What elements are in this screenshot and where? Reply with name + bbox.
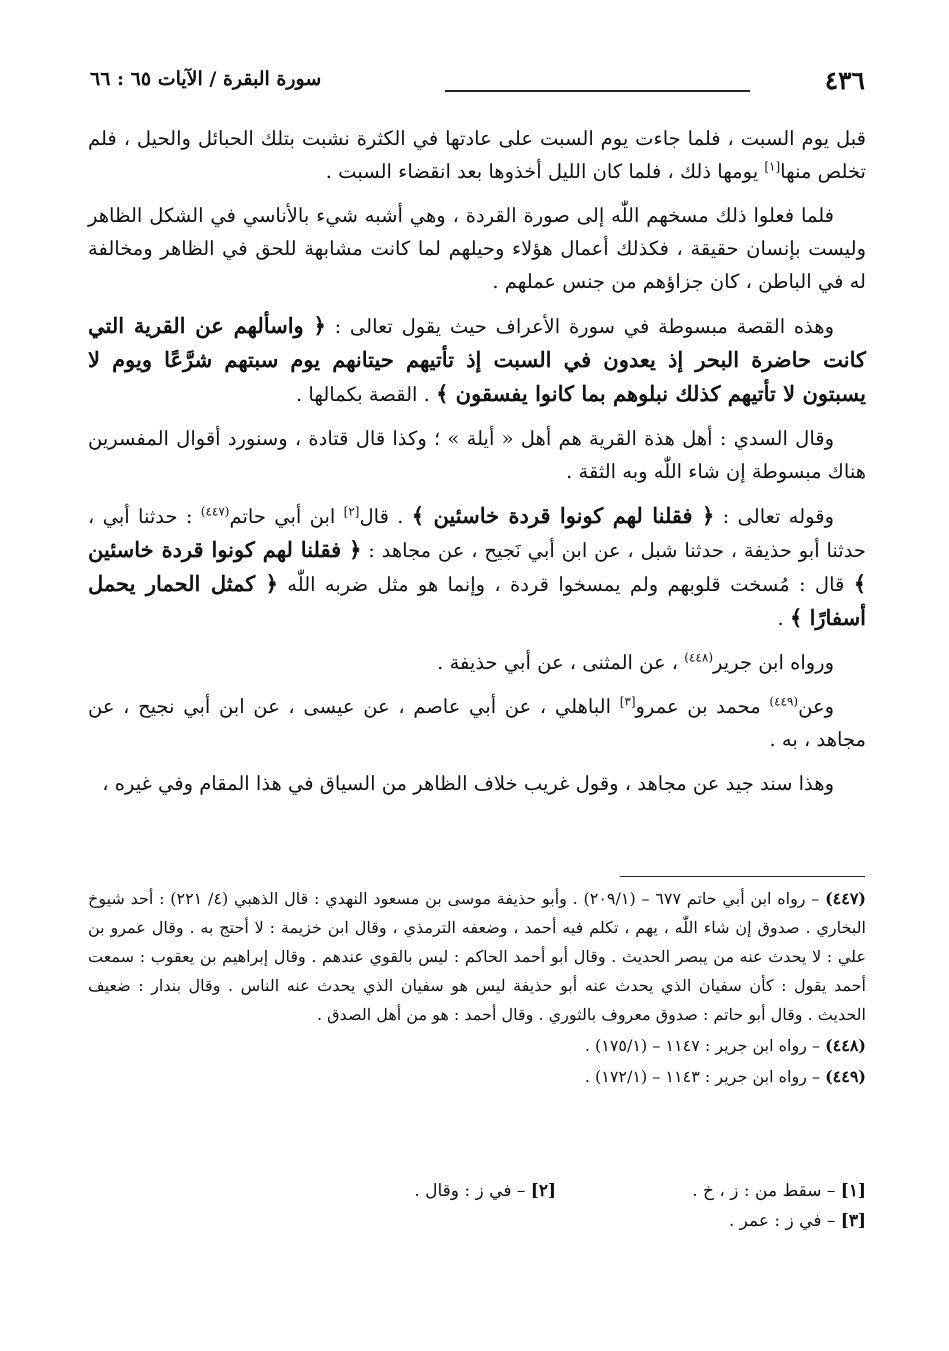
text-run: ورواه ابن جرير — [713, 651, 834, 674]
text-run: يومها ذلك ، فلما كان الليل أخذوها بعد انقضاء السبت . — [325, 160, 765, 183]
text-run: محمد بن عمرو — [635, 695, 770, 718]
footnote — [88, 884, 866, 1029]
note-3 — [516, 1206, 866, 1236]
text-run: وعن — [798, 695, 834, 718]
note-2 — [206, 1176, 556, 1206]
editor-notes — [88, 1176, 866, 1236]
footnotes — [88, 884, 866, 1093]
text-run: . قال — [359, 505, 412, 528]
footnote-number: (٤٤٧) — [825, 889, 866, 908]
text-run: : حدثنا أبي ، حدثنا أبو حذيفة ، حدثنا شبل ، عن ابن أبي نَجيح ، عن مجاهد : — [88, 505, 866, 562]
notes-row — [88, 1176, 866, 1206]
page-number: ٤٣٦ — [824, 66, 865, 95]
main-text — [88, 122, 866, 811]
paragraph — [88, 690, 866, 756]
reference-marker: [٢] — [343, 504, 360, 519]
note-number: [١] — [840, 1181, 866, 1201]
text-run: قبل يوم السبت ، فلما جاءت يوم السبت على عادتها في الكثرة نشبت بتلك الحبائل والحيل ، فلم تخلص منها — [88, 127, 866, 183]
text-run: . — [777, 607, 790, 630]
note-1 — [556, 1176, 866, 1206]
paragraph — [88, 122, 866, 188]
reference-marker: (٤٤٩) — [769, 694, 799, 709]
footnote-separator — [620, 876, 865, 877]
text-run: وهذا سند جيد عن مجاهد ، وقول غريب خلاف الظاهر من السياق في هذا المقام وفي غيره ، — [102, 772, 834, 795]
running-title: سورة البقرة / الآيات ٦٥ : ٦٦ — [90, 68, 322, 90]
quran-quote: ﴿ فقلنا لهم كونوا قردة خاسئين ﴾ — [411, 503, 715, 528]
paragraph — [88, 767, 866, 800]
note-text: – في ز : عمر . — [728, 1211, 841, 1231]
header-rule — [445, 90, 750, 92]
text-run: الباهلي ، عن أبي عاصم ، عن عيسى ، عن ابن أبي نجيح ، عن مجاهد ، به . — [88, 695, 866, 751]
reference-marker: [١] — [764, 159, 781, 174]
paragraph — [88, 199, 866, 298]
text-run: ، عن المثنى ، عن أبي حذيفة . — [437, 651, 685, 674]
quran-quote: ﴿ واسألهم عن القرية التي كانت حاضرة البحر إذ يعدون في السبت إذ تأتيهم حيتانهم يوم سبتهم شرَّعًا ويوم لا يسبتون لا تأتيهم كذلك نبلوهم بما كانوا يفسقون ﴾ — [88, 313, 866, 406]
footnote — [88, 1031, 866, 1060]
footnote — [88, 1062, 866, 1091]
footnote-text: – رواه ابن أبي حاتم ٦٧٧ – (٢٠٩/١) . وأبو حذيفة موسى بن مسعود النهدي : قال الذهبي (٤/ ٢٢١) : أحد شيوخ البخاري . صدوق إن شاء اللّٰه ، يهم ، تكلم فيه أحمد ، وضعفه الترمذي ، وقال ابن خزيمة : لا أحتج به . وقال عمرو بن علي : لا يحدث عنه من يبصر الحديث . وقال أبو أحمد الحاكم : ليس بالقوي عندهم . وقال إبراهيم بن يعقوب : سمعت أحمد يقول : كأن سفيان الذي يحدث عنه أبو حذيفة ليس هو سفيان الذي يحدث عنه الناس . وقال بندار : ضعيف الحديث . وقال أبو حاتم : صدوق معروف بالثوري . وقال أحمد : هو من أهل الصدق . — [88, 889, 866, 1024]
footnote-text: – رواه ابن جرير : ١١٤٣ – (١٧٢/١) . — [584, 1067, 826, 1086]
reference-marker: [٣] — [619, 694, 636, 709]
note-number: [٣] — [840, 1211, 866, 1231]
reference-marker: (٤٤٨) — [684, 650, 714, 665]
quran-quote: ﴿ كمثل الحمار يحمل أسفارًا ﴾ — [88, 571, 866, 630]
footnote-text: – رواه ابن جرير : ١١٤٧ – (١٧٥/١) . — [584, 1036, 826, 1055]
text-run: وقال السدي : أهل هذة القرية هم أهل « أيلة » ؛ وكذا قال قتادة ، وسنورد أقوال المفسرين هناك مبسوطة إن شاء اللّٰه وبه الثقة . — [88, 427, 866, 483]
text-run: قال : مُسخت قلوبهم ولم يمسخوا قردة ، وإنما هو مثل ضربه اللّٰه — [277, 573, 854, 596]
note-number: [٢] — [530, 1181, 556, 1201]
reference-marker: (٤٤٧) — [200, 504, 230, 519]
paragraph — [88, 422, 866, 488]
text-run: . القصة بكمالها . — [296, 383, 437, 406]
text-run: وهذه القصة مبسوطة في سورة الأعراف حيث يقول تعالى : — [325, 315, 834, 338]
quran-quote: ﴿ فقلنا لهم كونوا قردة خاسئين ﴾ — [88, 537, 866, 596]
paragraph — [88, 646, 866, 679]
paragraph — [88, 499, 866, 635]
paragraph — [88, 309, 866, 411]
footnote-number: (٤٤٩) — [825, 1067, 866, 1086]
note-text: – سقط من : ز ، خ . — [692, 1181, 841, 1201]
footnote-number: (٤٤٨) — [825, 1036, 866, 1055]
note-text: – في ز : وقال . — [414, 1181, 531, 1201]
text-run: ابن أبي حاتم — [229, 505, 344, 528]
page-header — [90, 66, 865, 102]
text-run: وقوله تعالى : — [714, 505, 834, 528]
text-run: فلما فعلوا ذلك مسخهم اللّٰه إلى صورة القردة ، وهي أشبه شيء بالأناسي في الشكل الظاهر وليست بإنسان حقيقة ، فكذلك أعمال هؤلاء وحيلهم لما كانت مشابهة للحق في الظاهر ومخالفة له في الباطن ، كان جزاؤهم من جنس عملهم . — [88, 204, 866, 293]
